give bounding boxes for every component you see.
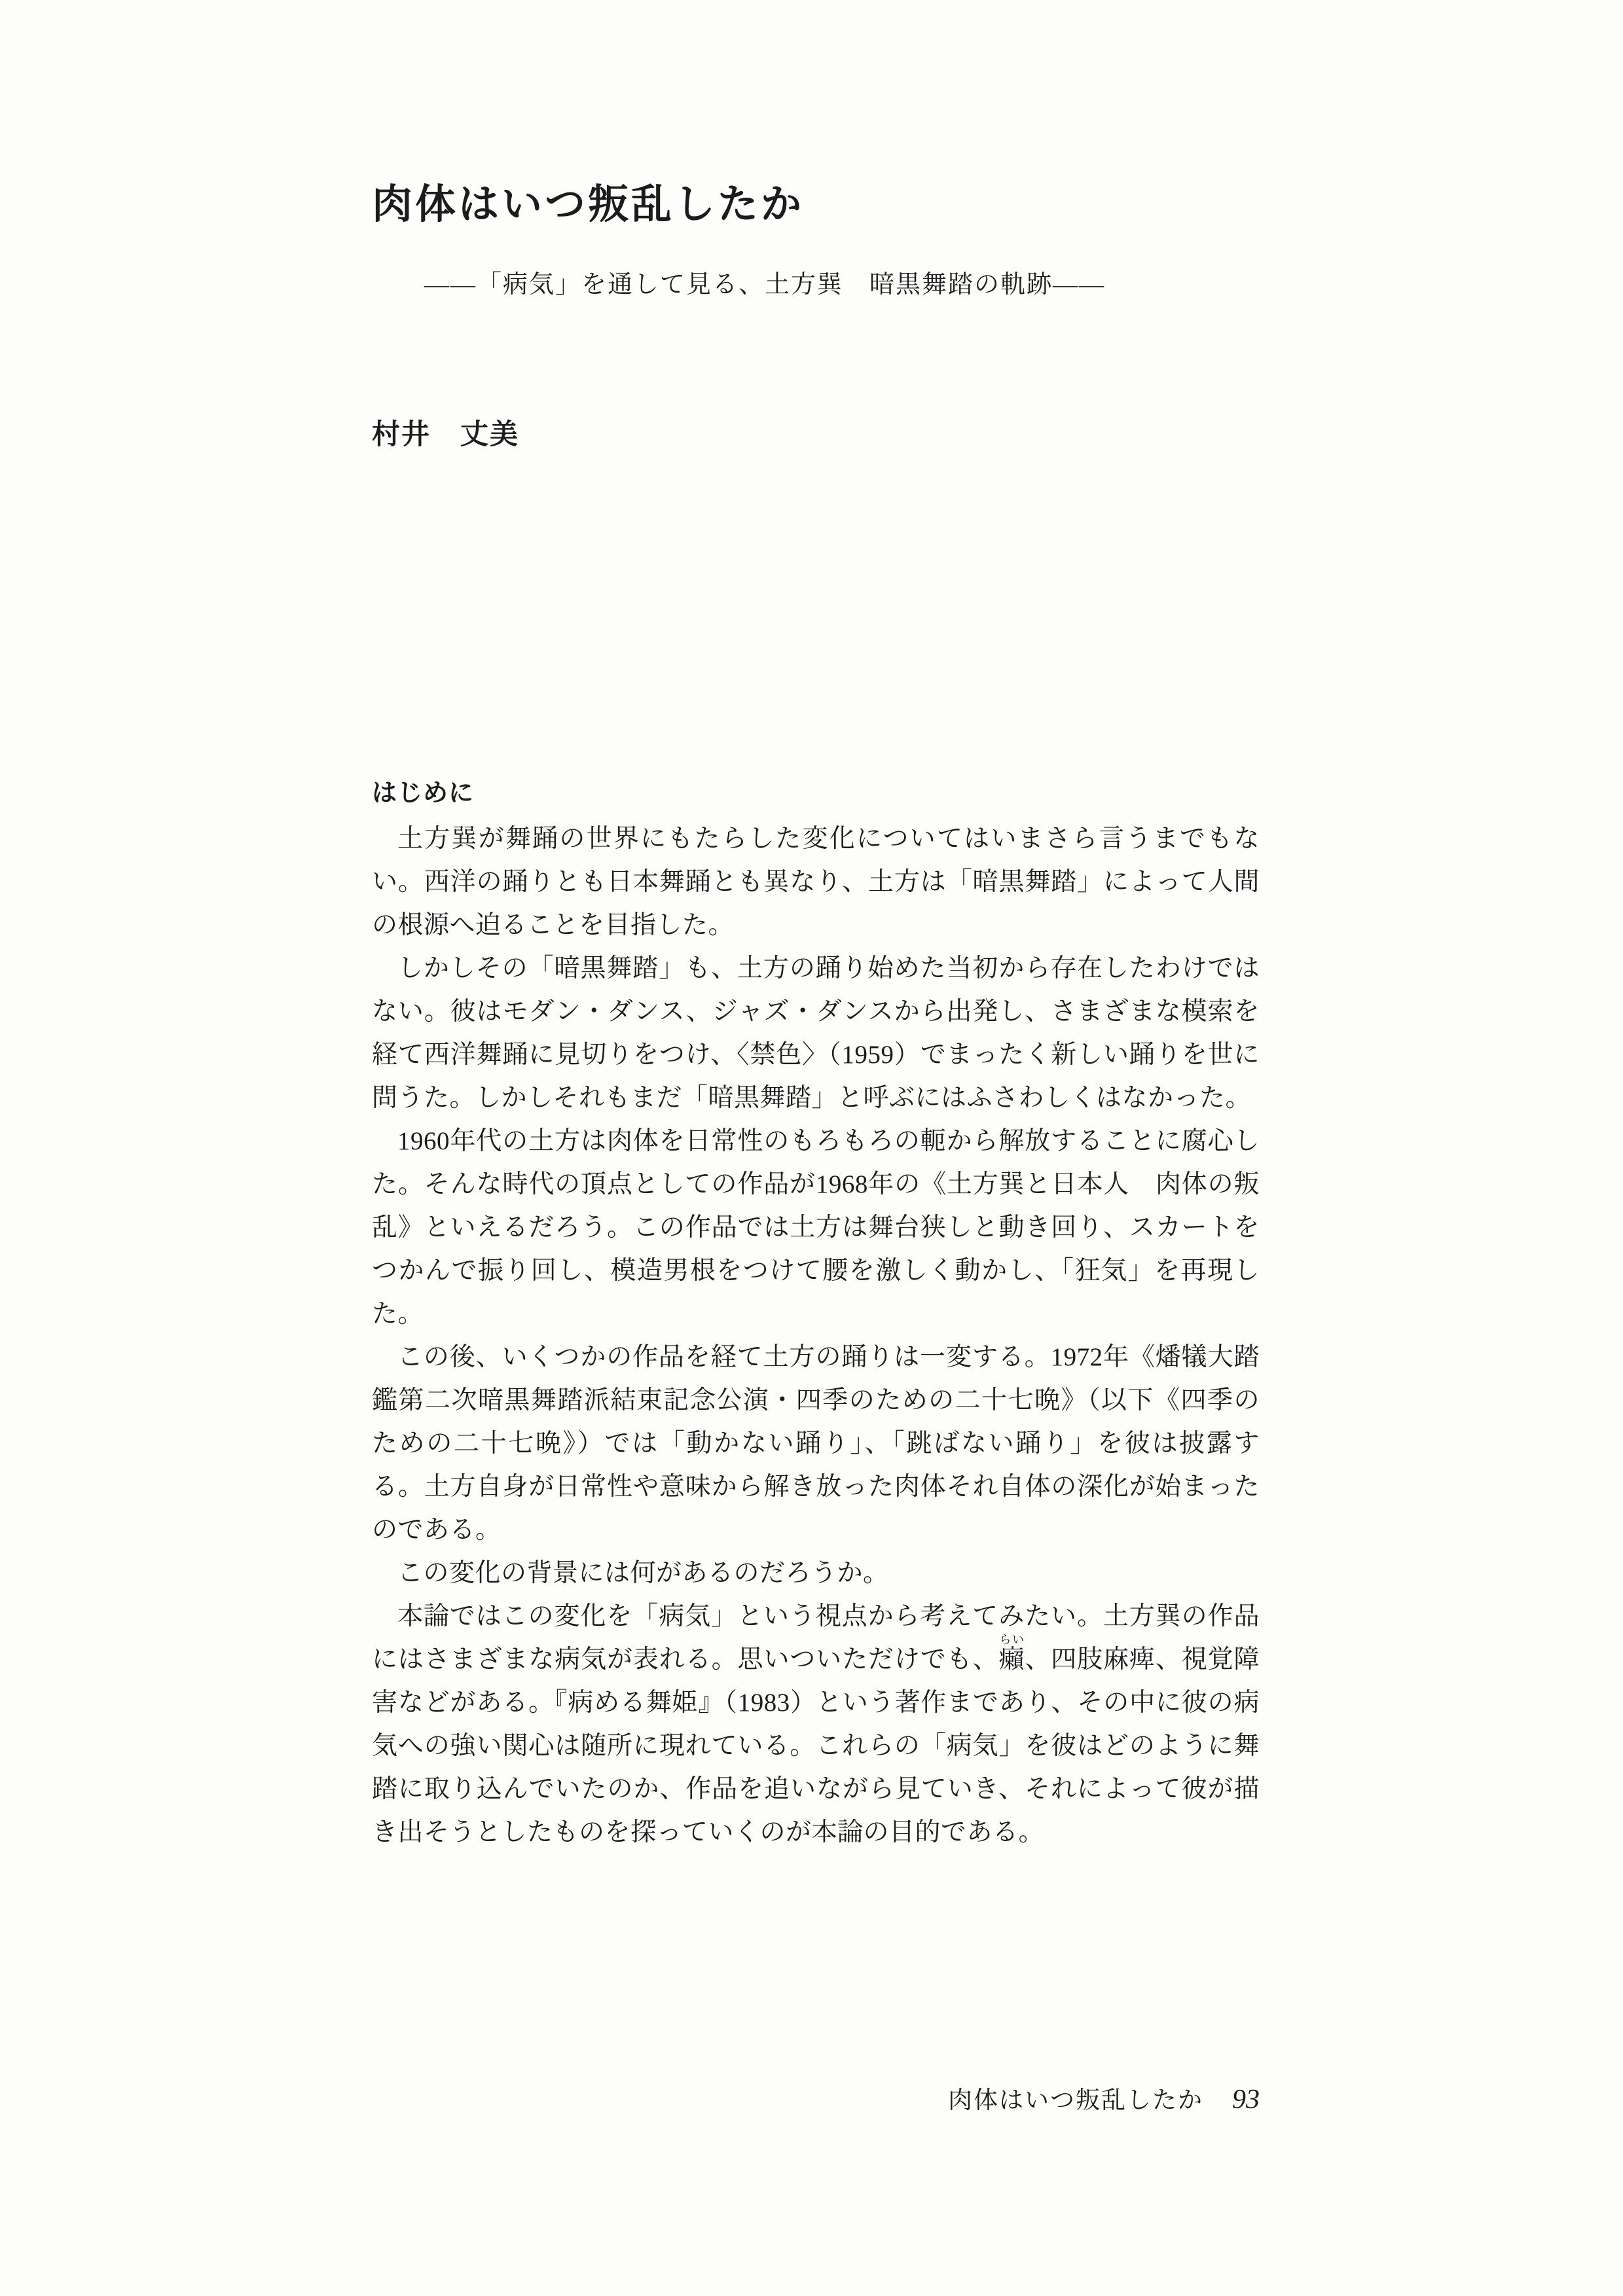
page-number: 93 [1232, 2085, 1260, 2115]
ruby-base: 癩 [998, 1645, 1025, 1674]
paragraph-text-after-ruby: 、四肢麻痺、視覚障害などがある。『病める舞姫』（1983）という著作まであり、その中に彼の病気への強い関心は随所に現れている。これらの「病気」を彼はどのように舞踏に取り込んでいたのか、作品を追いながら見ていき、それによって彼が描き出そうとしたものを探っていくのが本論の目的である。 [372, 1645, 1260, 1846]
paragraph-text-before-ruby: 本論ではこの変化を「病気」という視点から考えてみたい。土方巽の作品にはさまざまな病気が表れる。思いついただけでも、 [372, 1602, 1260, 1674]
ruby-annotation [998, 1633, 1025, 1674]
title-block [372, 171, 1105, 300]
ruby-furigana: らい [998, 1633, 1025, 1646]
paragraph-2: しかしその「暗黒舞踏」も、土方の踊り始めた当初から存在したわけではない。彼はモダン・ダンス、ジャズ・ダンスから出発し、さまざまな模索を経て西洋舞踊に見切りをつけ、〈禁色〉（1959）でまったく新しい踊りを世に問うた。しかしそれもまだ「暗黒舞踏」と呼ぶにはふさわしくはなかった。 [372, 954, 1260, 1112]
paragraph-5: この変化の背景には何があるのだろうか。 [397, 1559, 889, 1587]
page-footer [372, 2080, 1260, 2115]
running-title: 肉体はいつ叛乱したか [948, 2087, 1203, 2114]
article-title: 肉体はいつ叛乱したか [372, 183, 805, 227]
paragraph-1: 土方巽が舞踊の世界にもたらした変化についてはいまさら言うまでもない。西洋の踊りとも日本舞踊とも異なり、土方は「暗黒舞踏」によって人間の根源へ迫ることを目指した。 [372, 825, 1260, 939]
paragraph-3: 1960年代の土方は肉体を日常性のもろもろの軛から解放することに腐心した。そんな時代の頂点としての作品が1968年の《土方巽と日本人 肉体の叛乱》といえるだろう。この作品では土方は舞台狭しと動き回り、スカートをつかんで振り回し、模造男根をつけて腰を激しく動かし、「狂気」を再現した。 [372, 1127, 1260, 1328]
author-name: 村井 丈美 [372, 419, 519, 450]
section-heading: はじめに [372, 780, 475, 807]
paragraph-6 [372, 1595, 1260, 1854]
paragraph-4: この後、いくつかの作品を経て土方の踊りは一変する。1972年《燔犠大踏鑑第二次暗黒舞踏派結束記念公演・四季のための二十七晩》（以下《四季のための二十七晩》）では「動かない踊り」、「跳ばない踊り」を彼は披露する。土方自身が日常性や意味から解き放った肉体それ自体の深化が始まったのである。 [372, 1343, 1260, 1544]
article-body [372, 772, 1260, 1854]
article-subtitle: ――「病気」を通して見る、土方巽 暗黒舞踏の軌跡―― [424, 271, 1106, 298]
